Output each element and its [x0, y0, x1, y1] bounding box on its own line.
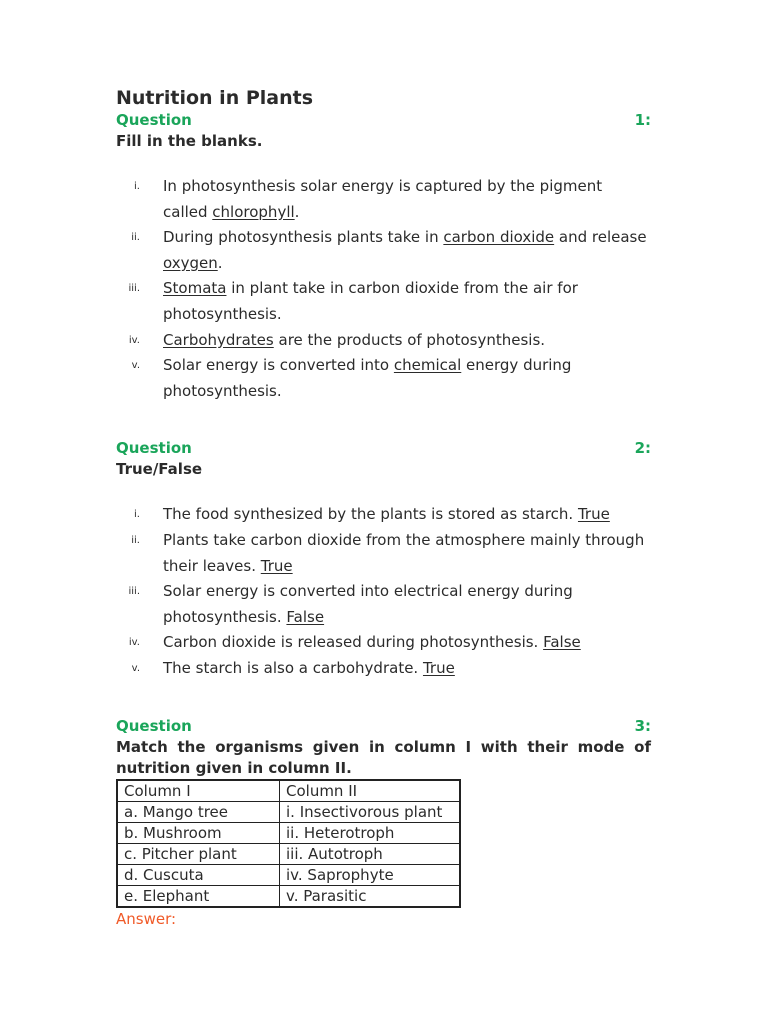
document-page [116, 86, 651, 930]
item-number: i. [134, 509, 140, 521]
table-cell: i. Insectivorous plant [280, 801, 461, 822]
answer-text: True [577, 505, 610, 524]
answer-text: chemical [393, 356, 462, 375]
list-item: ii. Plants take carbon dioxide from the atmosphere mainly through their leaves. True [116, 528, 651, 579]
question-label: Question [116, 716, 192, 735]
list-item: v. Solar energy is converted into chemical energy during photosynthesis. [116, 353, 651, 404]
item-number: v. [131, 662, 140, 674]
table-cell: v. Parasitic [280, 885, 461, 907]
answer-text: oxygen [163, 253, 218, 272]
question-2-instruction: True/False [116, 460, 203, 479]
question-number: 3: [634, 716, 651, 735]
fill-blanks-list [116, 174, 651, 404]
answer-text: False [543, 633, 581, 652]
table-cell: ii. Heterotroph [280, 822, 461, 843]
item-number: v. [131, 360, 140, 372]
question-2-heading [116, 438, 651, 459]
answer-text: False [286, 607, 325, 626]
table-cell: b. Mushroom [117, 822, 280, 843]
list-item: v. The starch is also a carbohydrate. True [116, 656, 651, 682]
answer-text: Carbohydrates [163, 330, 274, 349]
item-number: ii. [131, 534, 140, 546]
table-row [117, 801, 460, 822]
table-header: Column II [280, 780, 461, 802]
item-number: iii. [128, 283, 140, 295]
table-header-row [117, 780, 460, 802]
true-false-list [116, 502, 651, 681]
answer-text: chlorophyll [212, 202, 295, 221]
question-3-heading [116, 716, 651, 737]
table-cell: iv. Saprophyte [280, 864, 461, 885]
item-number: iv. [128, 637, 140, 649]
table-cell: d. Cuscuta [117, 864, 280, 885]
page-title: Nutrition in Plants [116, 87, 314, 109]
item-number: iii. [128, 586, 140, 598]
question-number: 2: [634, 439, 651, 458]
list-item: ii. During photosynthesis plants take in carbon dioxide and release oxygen. [116, 225, 651, 276]
list-item: iv. Carbohydrates are the products of photosynthesis. [116, 328, 651, 354]
answer-label: Answer: [116, 909, 177, 928]
table-cell: c. Pitcher plant [117, 843, 280, 864]
list-item: i. In photosynthesis solar energy is captured by the pigment called chlorophyll. [116, 174, 651, 225]
table-cell: a. Mango tree [117, 801, 280, 822]
list-item: iii. Stomata in plant take in carbon dioxide from the air for photosynthesis. [116, 276, 651, 327]
match-table [116, 779, 461, 908]
question-1-instruction: Fill in the blanks. [116, 132, 263, 150]
item-number: iv. [128, 334, 140, 346]
answer-text: True [260, 556, 293, 575]
list-item: iv. Carbon dioxide is released during photosynthesis. False [116, 630, 651, 656]
list-item: iii. Solar energy is converted into electrical energy during photosynthesis. False [116, 579, 651, 630]
answer-text: carbon dioxide [443, 228, 555, 247]
answer-text: True [422, 658, 455, 677]
table-header: Column I [117, 780, 280, 802]
item-number: i. [134, 181, 140, 192]
question-number: 1: [634, 111, 651, 129]
question-label: Question [116, 439, 192, 458]
item-number: ii. [131, 232, 140, 244]
table-cell: iii. Autotroph [280, 843, 461, 864]
table-cell: e. Elephant [117, 885, 280, 907]
question-label: Question [116, 111, 192, 129]
table-row [117, 843, 460, 864]
answer-text: Stomata [163, 279, 227, 298]
table-row [117, 885, 460, 907]
list-item: i. The food synthesized by the plants is stored as starch. True [116, 502, 651, 528]
question-3-instruction: Match the organisms given in column I with their mode of nutrition given in column II. [116, 737, 651, 777]
table-row [117, 822, 460, 843]
question-1-heading [116, 110, 651, 131]
table-row [117, 864, 460, 885]
